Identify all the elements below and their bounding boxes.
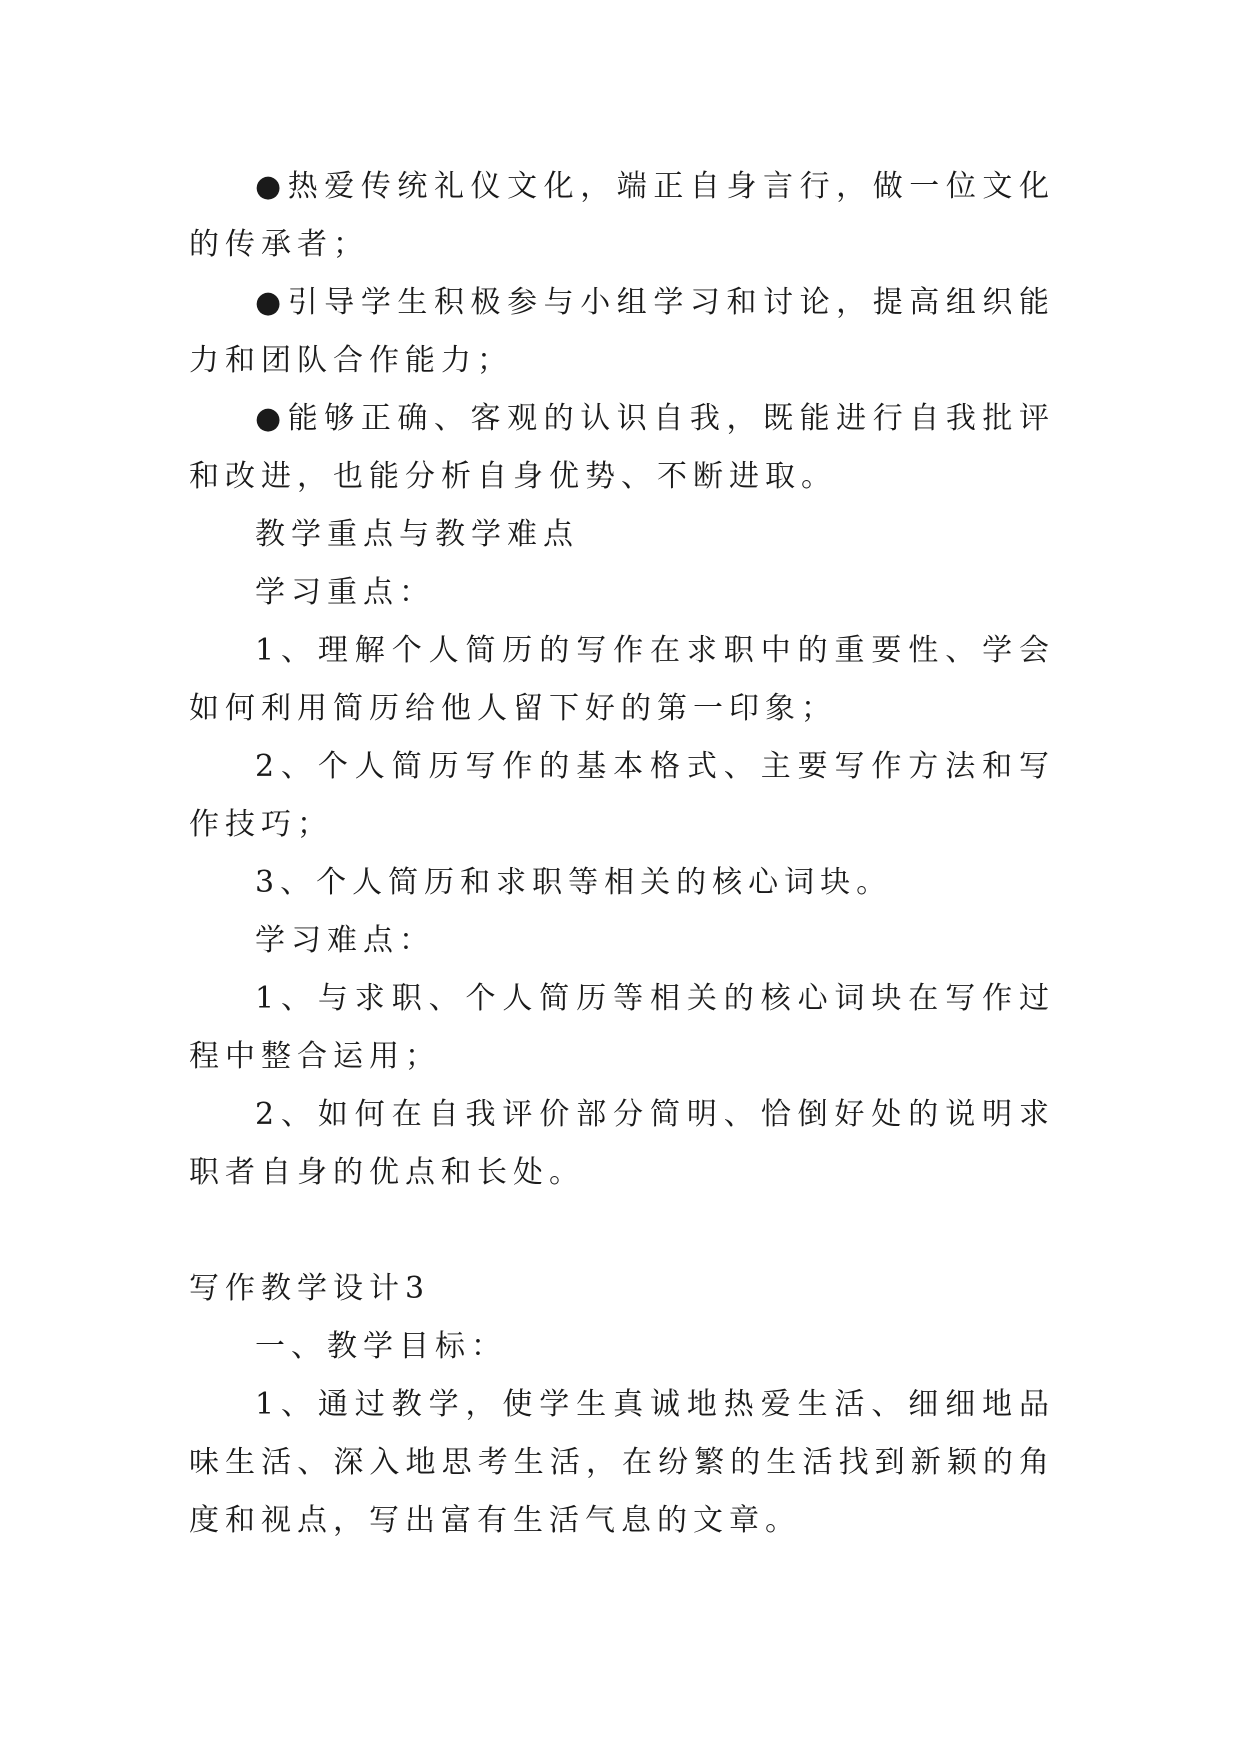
focus-item-2: 2、个人简历写作的基本格式、主要写作方法和写作技巧； xyxy=(189,749,1055,842)
focus-item-3: 3、个人简历和求职等相关的核心词块。 xyxy=(255,865,893,900)
section-heading: 教学重点与教学难点 xyxy=(255,517,579,552)
subheading-focus: 学习重点： xyxy=(255,575,435,610)
paragraph-gap xyxy=(189,1202,1055,1260)
bullet-paragraph-2: ●引导学生积极参与小组学习和讨论，提高组织能力和团队合作能力； xyxy=(189,285,1055,378)
bullet-paragraph-3: ●能够正确、客观的认识自我，既能进行自我批评和改进，也能分析自身优势、不断进取。 xyxy=(189,401,1055,494)
goal-item-1: 1、通过教学，使学生真诚地热爱生活、细细地品味生活、深入地思考生活，在纷繁的生活找到新颖的角度和视点，写出富有生活气息的文章。 xyxy=(189,1387,1055,1538)
document-body xyxy=(189,158,1055,1550)
document-title: 写作教学设计3 xyxy=(189,1271,431,1306)
difficulty-item-2: 2、如何在自我评价部分简明、恰倒好处的说明求职者自身的优点和长处。 xyxy=(189,1097,1055,1190)
goals-heading: 一、教学目标： xyxy=(255,1329,507,1364)
bullet-paragraph-1: ●热爱传统礼仪文化，端正自身言行，做一位文化的传承者； xyxy=(189,169,1055,262)
subheading-difficulty: 学习难点： xyxy=(255,923,435,958)
difficulty-item-1: 1、与求职、个人简历等相关的核心词块在写作过程中整合运用； xyxy=(189,981,1055,1074)
focus-item-1: 1、理解个人简历的写作在求职中的重要性、学会如何利用简历给他人留下好的第一印象； xyxy=(189,633,1055,726)
